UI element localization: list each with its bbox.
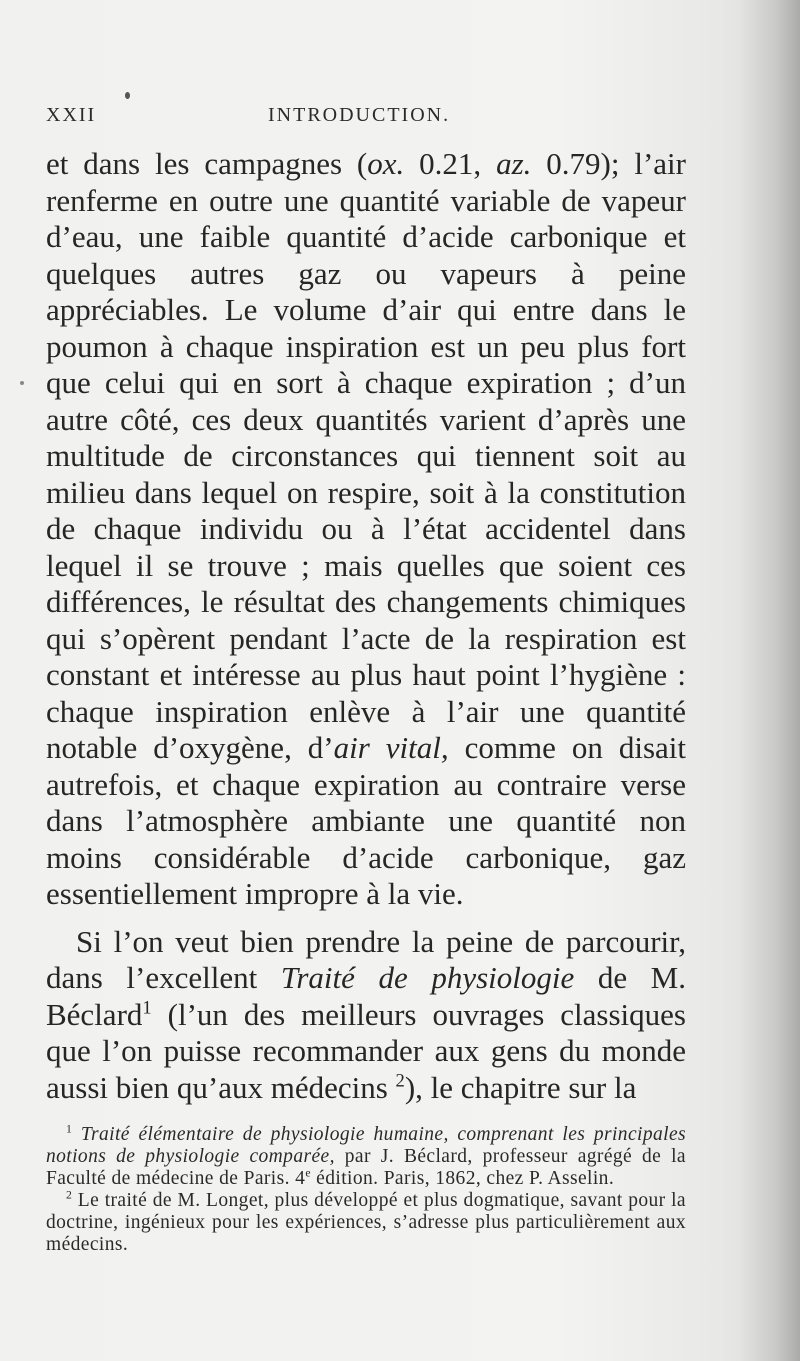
text-run: et dans les campagnes (: [46, 146, 368, 181]
running-head: INTRODUCTION.: [268, 104, 451, 126]
footnote: [46, 1190, 686, 1256]
text-run: ), le chapitre sur la: [404, 1069, 637, 1105]
italic-term: ox.: [367, 146, 405, 181]
italic-term: air vital,: [333, 730, 449, 765]
text-run: Si l’on veut bien prendre la peine de parcourir, dans l’excellent: [46, 923, 686, 995]
text-run: 0.79); l’air renferme en outre une quantité variable de vapeur d’eau, une faible quantité d’acide carbonique et quelques autres gaz ou vapeurs à peine appréciables. Le volume d’air qui entre dans le poumon à chaque inspiration est un peu plus fort que celui qui en sort à chaque expiration ; d’un autre côté, ces deux quantités varient d’après une multitude de circonstances qui tiennent soit au milieu dans lequel on respire, soit à la constitution de chaque individu ou à l’état accidentel dans lequel il se trouve ; mais quelles que soient ces différences, le résultat des changements chimiques qui s’opèrent pendant l’acte de la respiration est constant et intéresse au plus haut point l’hygiène : chaque inspiration enlève à l’air une quantité notable d’oxygène, d’: [46, 146, 686, 765]
footnote-ref: 2: [395, 1070, 405, 1092]
body-text: [46, 146, 686, 1106]
paragraph: [46, 146, 686, 913]
footnote-title: Traité élémentaire de physiologie humaine, comprenant les principales notions de physiologie comparée,: [46, 1124, 686, 1167]
footnote-ref: 1: [142, 997, 152, 1019]
text-run: de M. Béclard: [46, 960, 686, 1032]
text-run: par J. Béclard, professeur agrégé de la Faculté de médecine de Paris. 4: [46, 1146, 686, 1189]
book-title: Traité de physiologie: [280, 960, 575, 995]
footnote-mark: 2: [66, 1188, 73, 1202]
page-spine-shadow: [740, 0, 800, 1361]
footnote-mark: 1: [66, 1122, 73, 1136]
ink-speck: [125, 92, 130, 99]
ordinal-suffix: e: [305, 1166, 311, 1180]
paragraph: [46, 924, 686, 1107]
page-number: XXII: [46, 104, 97, 126]
footnote: [46, 1124, 686, 1190]
text-run: édition. Paris, 1862, chez P. Asselin.: [310, 1168, 615, 1189]
text-run: Le traité de M. Longet, plus développé et plus dogmatique, savant pour la doctrine, ingénieux pour les expériences, s’adresse plus particulièrement aux médecins.: [46, 1190, 686, 1255]
text-run: comme on disait autrefois, et chaque expiration au contraire verse dans l’atmosphère ambiante une quantité non moins considérable d’acide carbonique, gaz essentiellement impropre à la vie.: [46, 730, 686, 911]
page-header: [46, 104, 686, 132]
ink-speck: [20, 381, 24, 385]
footnotes: [46, 1124, 686, 1256]
italic-term: az.: [496, 146, 532, 181]
text-run: (l’un des meilleurs ouvrages classiques que l’on puisse recommander aux gens du monde aussi bien qu’aux médecins: [46, 996, 686, 1105]
text-run: 0.21,: [404, 146, 497, 181]
